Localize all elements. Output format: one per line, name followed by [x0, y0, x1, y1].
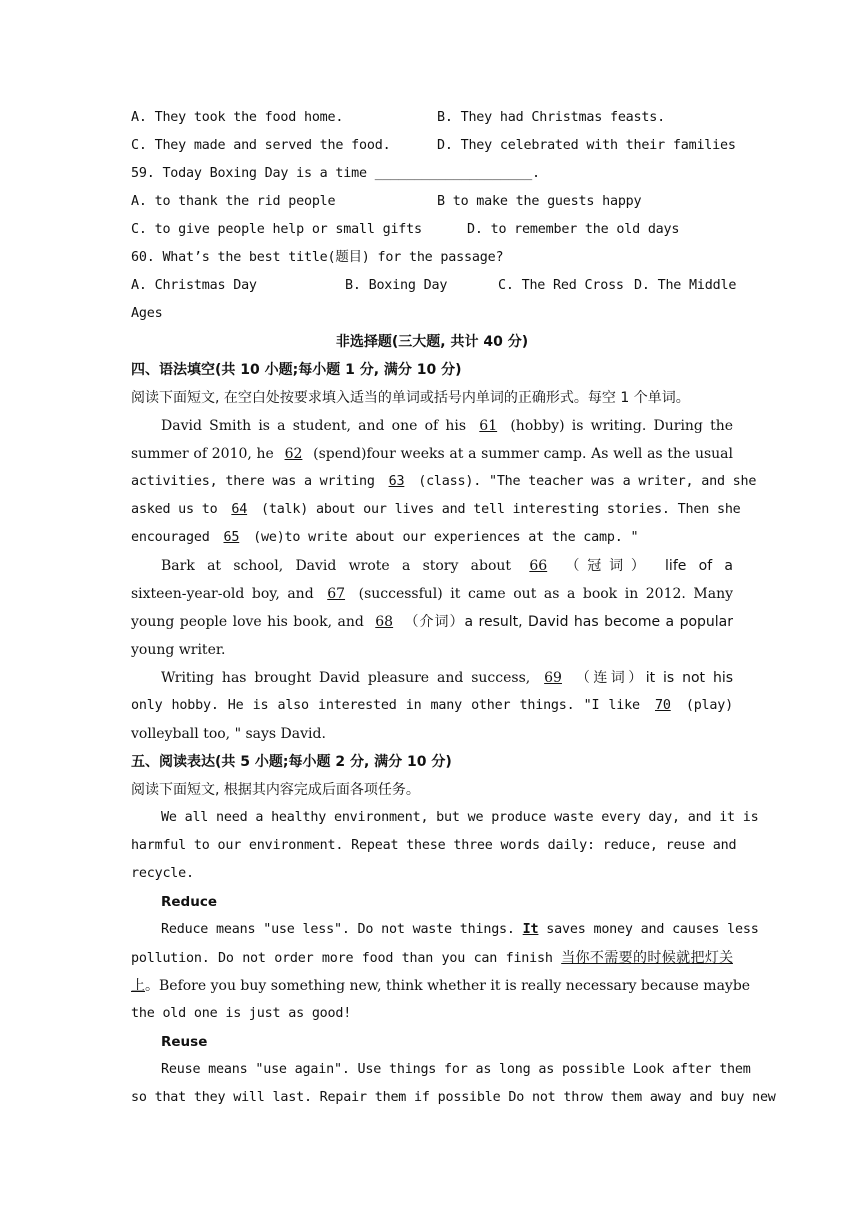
- text-segment: activities, there was a writing: [131, 474, 375, 489]
- q58-option-c: C. They made and served the food.: [131, 138, 391, 153]
- text-segment: (we)to write about our experiences at the camp. ": [253, 530, 639, 545]
- text-segment: pollution. Do not order more food than you can finish: [131, 951, 553, 966]
- text-segment: (spend)four weeks at a summer camp. As well as the usual: [313, 446, 734, 462]
- text-segment: saves money and causes less: [546, 922, 759, 937]
- text-segment: (play): [685, 698, 733, 713]
- exam-page: [131, 104, 776, 1112]
- underlined-chinese-end: 上: [131, 978, 145, 994]
- q60-option-d: D. The Middle: [634, 278, 737, 293]
- s4-p1-line1: [131, 412, 733, 440]
- s4-p3-line2: [131, 692, 733, 720]
- s5-intro-line3: recycle.: [131, 866, 194, 881]
- text-segment: David Smith is a student, and one of his: [161, 418, 467, 434]
- blank-70: 70: [654, 698, 671, 713]
- s5-intro-line2: harmful to our environment. Repeat these three words daily: reduce, reuse and: [131, 838, 737, 853]
- text-segment: （冠词） life of a: [565, 558, 733, 574]
- text-segment: (hobby) is writing. During the: [510, 418, 734, 434]
- s5-intro-line1: We all need a healthy environment, but we produce waste every day, and it is: [161, 810, 759, 825]
- blank-64: 64: [231, 502, 248, 517]
- reuse-line2: so that they will last. Repair them if possible Do not throw them away and buy new: [131, 1090, 776, 1105]
- underlined-chinese-sentence: 当你不需要的时候就把灯关: [561, 950, 733, 966]
- blank-69: 69: [544, 670, 562, 686]
- q60-option-c: C. The Red Cross: [498, 278, 624, 293]
- section5-title: 五、阅读表达(共 5 小题;每小题 2 分, 满分 10 分): [131, 754, 452, 770]
- s4-p1-line2: [131, 440, 733, 468]
- q59-option-d: D. to remember the old days: [467, 222, 680, 237]
- text-segment: 。Before you buy something new, think whether it is really necessary because maybe: [145, 978, 751, 994]
- text-segment: sixteen-year-old boy, and: [131, 586, 314, 602]
- blank-62: 62: [284, 446, 303, 462]
- section4-instruction: 阅读下面短文, 在空白处按要求填入适当的单词或括号内单词的正确形式。每空 1 个单词。: [131, 390, 690, 406]
- text-segment: (successful) it came out as a book in 2012. Many: [358, 586, 734, 602]
- reduce-line1: [131, 916, 759, 944]
- text-segment: (class). "The teacher was a writer, and she: [418, 474, 757, 489]
- s4-p2-line2: [131, 580, 733, 608]
- blank-63: 63: [388, 474, 405, 489]
- text-segment: Reduce means "use less". Do not waste things.: [161, 922, 515, 937]
- text-segment: only hobby. He is also interested in many other things. "I like: [131, 698, 640, 713]
- blank-67: 67: [327, 586, 346, 602]
- reduce-heading: [131, 888, 733, 916]
- s4-p1-line5: [131, 524, 733, 552]
- s4-p3-line1: [131, 664, 733, 692]
- section-nonchoice-heading: 非选择题(三大题, 共计 40 分): [335, 334, 529, 350]
- text-segment: young people love his book, and: [131, 614, 364, 630]
- text-segment: encouraged: [131, 530, 210, 545]
- s4-p2-line1: [131, 552, 733, 580]
- q60-option-a: A. Christmas Day: [131, 278, 257, 293]
- s4-p2-line3: [131, 608, 733, 636]
- q58-option-b: B. They had Christmas feasts.: [437, 110, 665, 125]
- q59-options-row1: [131, 188, 733, 216]
- s4-p3-line3: volleyball too, " says David.: [131, 726, 326, 742]
- section5-instruction: 阅读下面短文, 根据其内容完成后面各项任务。: [131, 782, 420, 798]
- q58-option-a: A. They took the food home.: [131, 110, 344, 125]
- q58-options-row2: [131, 132, 736, 160]
- reuse-heading-text: Reuse: [161, 1034, 208, 1050]
- underlined-it: It: [522, 922, 539, 937]
- blank-66: 66: [529, 558, 548, 574]
- reuse-heading: [131, 1028, 733, 1056]
- q59-option-b: B to make the guests happy: [437, 194, 642, 209]
- section4-title: 四、语法填空(共 10 小题;每小题 1 分, 满分 10 分): [131, 362, 462, 378]
- q60-stem: 60. What’s the best title(题目) for the passage?: [131, 250, 504, 265]
- q60-option-d-continued: Ages: [131, 306, 163, 321]
- blank-61: 61: [479, 418, 498, 434]
- text-segment: Writing has brought David pleasure and success,: [161, 670, 531, 686]
- q58-options-row1: [131, 104, 733, 132]
- q60-options-row: [131, 272, 737, 300]
- q59-option-a: A. to thank the rid people: [131, 194, 336, 209]
- text-segment: (talk) about our lives and tell interesting stories. Then she: [260, 502, 741, 517]
- s4-p1-line3: [131, 468, 757, 496]
- q59-stem: 59. Today Boxing Day is a time ____________________.: [131, 166, 540, 181]
- reduce-line2: [131, 944, 733, 972]
- text-segment: summer of 2010, he: [131, 446, 274, 462]
- reuse-line1: Reuse means "use again". Use things for as long as possible Look after them: [161, 1062, 751, 1077]
- reduce-line3: [131, 972, 751, 1000]
- q59-option-c: C. to give people help or small gifts: [131, 222, 422, 237]
- q58-option-d: D. They celebrated with their families: [437, 138, 736, 153]
- reduce-line4: the old one is just as good!: [131, 1006, 352, 1021]
- blank-68: 68: [375, 614, 394, 630]
- reduce-heading-text: Reduce: [161, 894, 217, 910]
- text-segment: （连词）it is not his: [575, 670, 734, 686]
- q60-option-b: B. Boxing Day: [345, 278, 448, 293]
- s4-p2-line4: young writer.: [131, 642, 226, 658]
- blank-65: 65: [223, 530, 240, 545]
- text-segment: asked us to: [131, 502, 218, 517]
- q59-options-row2: [131, 216, 733, 244]
- text-segment: Bark at school, David wrote a story about: [161, 558, 512, 574]
- text-segment: （介词）a result, David has become a popular: [404, 614, 734, 630]
- s4-p1-line4: [131, 496, 741, 524]
